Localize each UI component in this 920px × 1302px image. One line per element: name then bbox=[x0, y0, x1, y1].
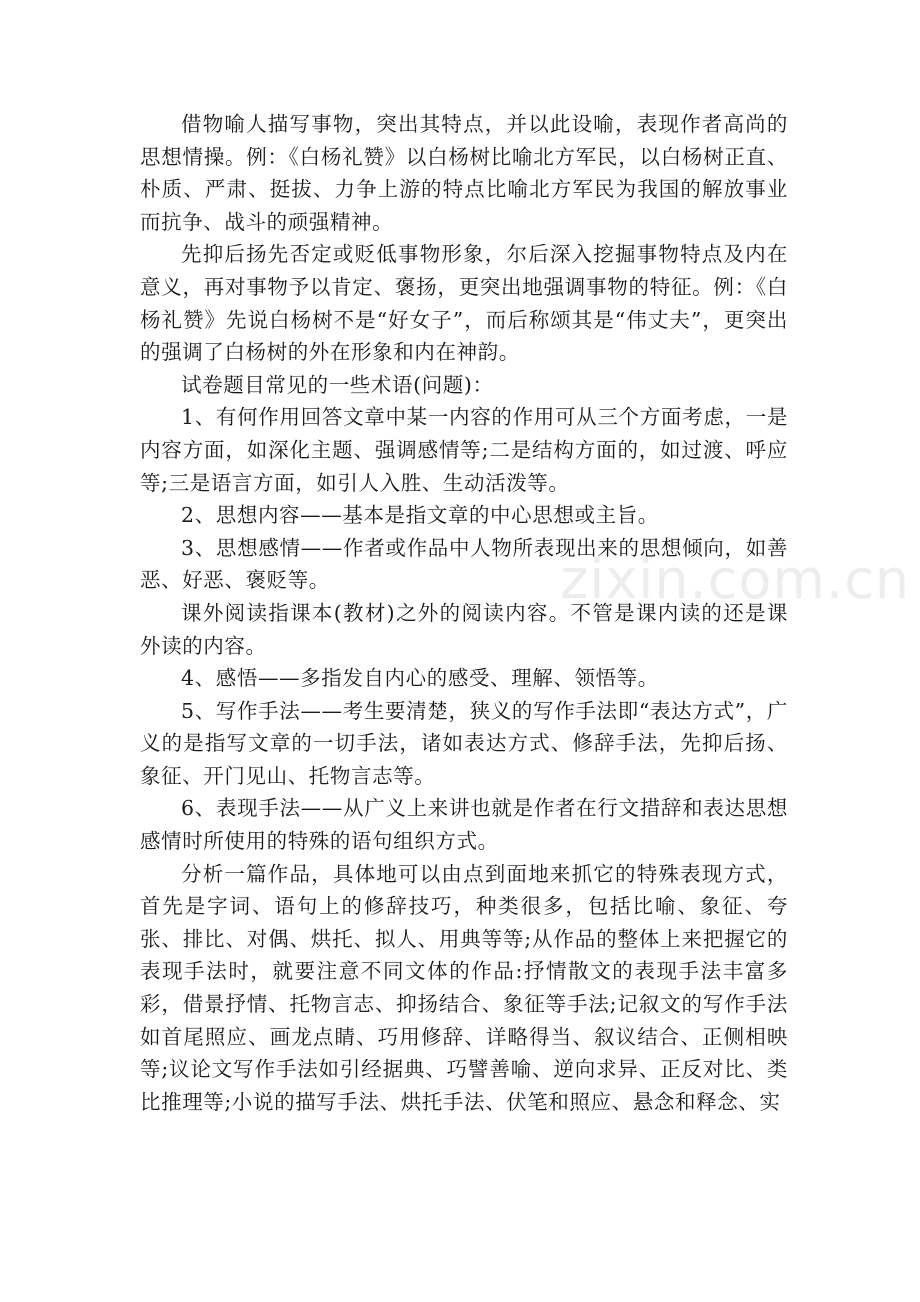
paragraph-analysis: 分析一篇作品，具体地可以由点到面地来抓它的特殊表现方式，首先是字词、语句上的修辞技巧，种类很多，包括比喻、象征、夸张、排比、对偶、烘托、拟人、用典等等;从作品的整体上来把握它的表现手法时，就要注意不同文体的作品:抒情散文的表现手法丰富多彩，借景抒情、托物言志、抑扬结合、象征等手法;记叙文的写作手法如首尾照应、画龙点睛、巧用修辞、详略得当、叙议结合、正侧相映等;议论文写作手法如引经据典、巧譬善喻、逆向求异、正反对比、类比推理等;小说的描写手法、烘托手法、伏笔和照应、悬念和释念、实 bbox=[140, 861, 788, 1114]
paragraph-metaphor: 借物喻人描写事物，突出其特点，并以此设喻，表现作者高尚的思想情操。例：《白杨礼赞》以白杨树比喻北方军民，以白杨树正直、朴质、严肃、挺拔、力争上游的特点比喻北方军民为我国的解放事业而抗争、战斗的顽强精神。 bbox=[140, 112, 788, 234]
paragraph-terms-heading: 试卷题目常见的一些术语(问题)： bbox=[181, 372, 494, 397]
watermark: zixin.com.cn bbox=[560, 548, 911, 611]
paragraph-suppress-then-praise: 先抑后扬先否定或贬低事物形象，尔后深入挖掘事物特点及内在意义，再对事物予以肯定、褒扬，更突出地强调事物的特征。例：《白杨礼赞》先说白杨树不是“好女子”，而后称颂其是“伟丈夫”，更突出的强调了白杨树的外在形象和内在神韵。 bbox=[140, 242, 788, 365]
paragraph-extracurricular: 课外阅读指课本(教材)之外的阅读内容。不管是课内读的还是课外读的内容。 bbox=[140, 600, 788, 658]
paragraph-term-4: 4、感悟——多指发自内心的感受、理解、领悟等。 bbox=[181, 666, 659, 691]
paragraph-term-6: 6、表现手法——从广义上来讲也就是作者在行文措辞和表达思想感情时所使用的特殊的语句组织方式。 bbox=[140, 796, 788, 854]
paragraph-term-3: 3、思想感情——作者或作品中人物所表现出来的思想倾向，如善恶、好恶、褒贬等。 bbox=[140, 535, 788, 593]
paragraph-term-2: 2、思想内容——基本是指文章的中心思想或主旨。 bbox=[181, 503, 659, 528]
paragraph-term-5: 5、写作手法——考生要清楚，狭义的写作手法即“表达方式”，广义的是指写文章的一切手法，诸如表达方式、修辞手法，先抑后扬、象征、开门见山、托物言志等。 bbox=[140, 698, 788, 788]
document-body bbox=[140, 108, 788, 1118]
paragraph-term-1: 1、有何作用回答文章中某一内容的作用可从三个方面考虑，一是内容方面，如深化主题、强调感情等;二是结构方面的，如过渡、呼应等;三是语言方面，如引人入胜、生动活泼等。 bbox=[140, 405, 788, 495]
